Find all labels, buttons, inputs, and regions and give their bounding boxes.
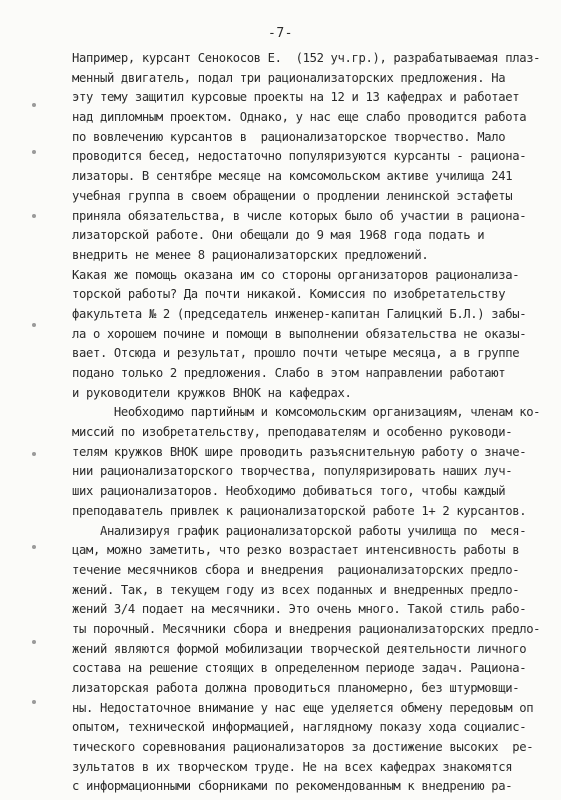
text-line: преподаватель привлек к рационализаторской работе 1+ 2 курсантов. xyxy=(72,503,527,518)
text-line: миссий по изобретательству, преподавателям и особенно руководи- xyxy=(72,425,513,440)
text-line: торской работы? Да почти никакой. Комиссия по изобретательству xyxy=(72,287,506,302)
text-line: менный двигатель, подал три рационализаторских предложения. На xyxy=(72,70,506,85)
text-line: над дипломным проектом. Однако, у нас еще слабо проводится работа xyxy=(72,110,527,125)
text-line: тического соревнования рационализаторов за достижение высоких ре- xyxy=(72,740,534,755)
margin-mark xyxy=(32,103,36,107)
text-line: внедрить не менее 8 рационализаторских предложений. xyxy=(72,247,429,262)
margin-mark xyxy=(32,323,36,327)
text-line: зультатов в их творческом труде. Не на всех кафедрах знакомятся xyxy=(72,759,513,774)
text-line: ны. Недостаточное внимание у нас еще уделяется обмену передовым оп xyxy=(72,700,534,715)
text-line: лизаторской работе. Они обещали до 9 мая 1968 года подать и xyxy=(72,228,485,243)
text-line: состава на решение стоящих в определенном периоде задач. Рациона- xyxy=(72,661,527,676)
margin-mark xyxy=(32,640,36,644)
margin-mark xyxy=(32,700,36,704)
text-line: лизаторы. В сентябре месяце на комсомольском активе училища 241 xyxy=(72,169,513,184)
text-line: течение месячников сбора и внедрения рационализаторских предло- xyxy=(72,562,520,577)
margin-mark xyxy=(32,545,36,549)
page-number: -7- xyxy=(268,26,293,41)
text-line: проводится бесед, недостаточно популяризуются курсанты - рациона- xyxy=(72,149,527,164)
text-line: Какая же помощь оказана им со стороны организаторов рационализа- xyxy=(72,267,520,282)
text-line: вает. Отсюда и результат, прошло почти четыре месяца, а в группе xyxy=(72,346,520,361)
text-line: ла о хорошем почине и помощи в выполнении обязательства не оказы- xyxy=(72,326,527,341)
text-line: жений. Так, в текущем году из всех поданных и внедренных предло- xyxy=(72,582,520,597)
text-line: жений являются формой мобилизации творческой деятельности личного xyxy=(72,641,527,656)
text-line: учебная группа в своем обращении о продлении ленинской эстафеты xyxy=(72,188,513,203)
text-line: опытом, технической информацией, наглядному показу хода социалис- xyxy=(72,720,527,735)
text-line: нии рационализаторского творчества, популяризировать наших луч- xyxy=(72,464,513,479)
text-line: Необходимо партийным и комсомольским организациям, членам ко- xyxy=(72,405,541,420)
text-line: по вовлечению курсантов в рационализаторское творчество. Мало xyxy=(72,129,506,144)
text-line: и руководители кружков ВНОК на кафедрах. xyxy=(72,385,352,400)
text-line: Анализируя график рационализаторской работы училища по меся- xyxy=(72,523,527,538)
text-line: с информационными сборниками по рекомендованным к внедрению ра- xyxy=(72,779,513,794)
text-line: телям кружков ВНОК шире проводить разъяснительную работу о значе- xyxy=(72,444,527,459)
text-line: лизаторская работа должна проводиться планомерно, без штурмовщи- xyxy=(72,681,520,695)
text-line: цам, можно заметить, что резко возрастает интенсивность работы в xyxy=(72,543,520,558)
text-line: факультета № 2 (председатель инженер-капитан Галицкий Б.Л.) забы- xyxy=(72,306,527,321)
text-line: Например, курсант Сенокосов Е. (152 уч.гр.), разрабатываемая плаз- xyxy=(72,51,541,65)
margin-mark xyxy=(32,214,36,218)
text-line: эту тему защитил курсовые проекты на 12 и 13 кафедрах и работает xyxy=(72,90,520,105)
text-line: ших рационализаторов. Необходимо добиваться того, чтобы каждый xyxy=(72,484,506,499)
text-line: приняла обязательства, в числе которых было об участии в рациона- xyxy=(72,208,527,223)
text-line: ты порочный. Месячники сбора и внедрения рационализаторских предло- xyxy=(72,621,541,636)
text-line: подано только 2 предложения. Слабо в этом направлении работают xyxy=(72,366,506,380)
body-text xyxy=(72,49,542,797)
margin-mark xyxy=(32,150,36,154)
margin-mark xyxy=(32,452,36,456)
text-line: жений 3/4 подает на месячники. Это очень много. Такой стиль рабо- xyxy=(72,602,527,617)
